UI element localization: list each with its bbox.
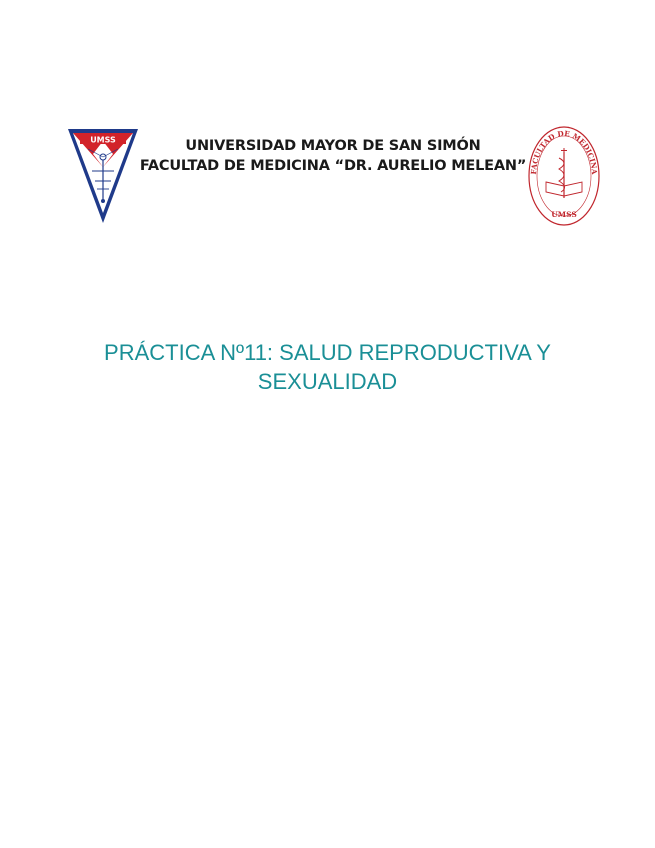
seal-top-text: FACULTAD DE MEDICINA <box>528 128 600 175</box>
institution-header-text <box>138 136 528 176</box>
university-name: UNIVERSIDAD MAYOR DE SAN SIMÓN <box>185 138 481 154</box>
seal-bottom-text: UMSS <box>551 210 577 219</box>
title-line-2: SEXUALIDAD <box>257 369 398 394</box>
umss-shield-logo-icon <box>66 127 140 225</box>
umss-logo-text: UMSS <box>90 135 116 145</box>
medicine-faculty-seal-icon <box>526 124 602 228</box>
document-header <box>66 124 604 228</box>
title-line-1: PRÁCTICA Nº11: SALUD REPRODUCTIVA Y <box>104 340 551 365</box>
practice-title <box>40 338 615 396</box>
faculty-name: FACULTAD DE MEDICINA “DR. AURELIO MELEAN” <box>139 158 527 174</box>
